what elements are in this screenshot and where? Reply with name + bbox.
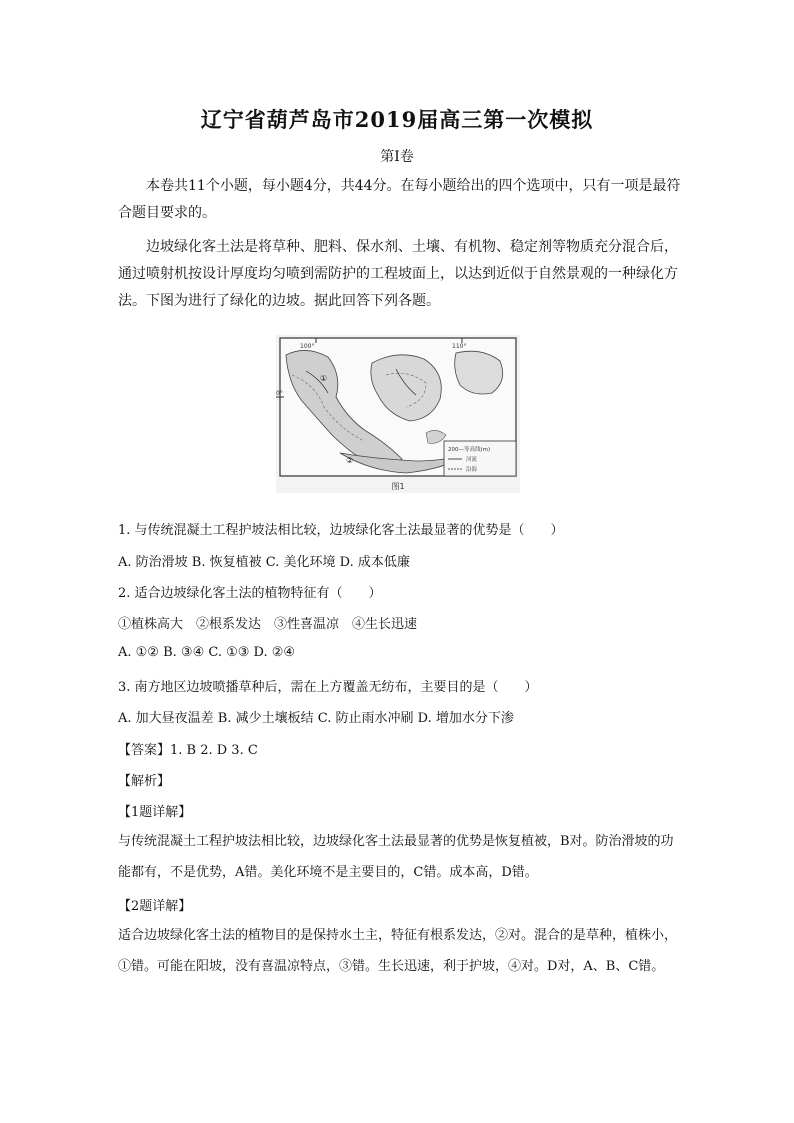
longitude-label-right: 110°	[452, 343, 467, 350]
figure-caption: 图1	[391, 482, 405, 491]
map-figure	[276, 335, 520, 493]
analysis-heading: 【解析】	[118, 774, 171, 789]
question-2-stem: 2. 适合边坡绿化客土法的植物特征有（ ）	[118, 586, 382, 601]
legend-river: 河流	[466, 457, 478, 463]
legend-contour: 200—等高线(m)	[448, 447, 491, 453]
map-mark-1: ①	[320, 374, 328, 383]
map-image	[276, 335, 520, 493]
question-2-items: ①植株高大 ②根系发达 ③性喜温凉 ④生长迅速	[118, 617, 418, 632]
material-paragraph: 边坡绿化客土法是将草种、肥料、保水剂、土壤、有机物、稳定剂等物质充分混合后，通过喷射机按设计厚度均匀喷到需防护的工程坡面上，以达到近似于自然景观的一种绿化方法。下图为进行了绿化的边坡。据此回答下列各题。	[118, 239, 678, 309]
detail-2-heading: 【2题详解】	[118, 899, 192, 914]
question-1-options: A. 防治滑坡 B. 恢复植被 C. 美化环境 D. 成本低廉	[118, 555, 410, 570]
longitude-label-left: 100°	[300, 343, 315, 350]
latitude-label: 0°	[276, 390, 283, 397]
question-1-stem: 1. 与传统混凝土工程护坡法相比较，边坡绿化客土法最显著的优势是（ ）	[118, 523, 564, 538]
legend-coast: 沿海	[466, 467, 478, 473]
detail-2-text: 适合边坡绿化客土法的植物目的是保持水土主，特征有根系发达，②对。混合的是草种，植株小，①错。可能在阳坡，没有喜温凉特点，③错。生长迅速，利于护坡，④对。D对，A、B、C错。	[118, 928, 678, 974]
answer-line: 【答案】1. B 2. D 3. C	[118, 743, 258, 758]
intro-paragraph: 本卷共11个小题，每小题4分，共44分。在每小题给出的四个选项中，只有一项是最符合题目要求的。	[118, 178, 681, 221]
question-2-options: A. ①② B. ③④ C. ①③ D. ②④	[118, 645, 296, 660]
question-3-stem: 3. 南方地区边坡喷播草种后，需在上方覆盖无纺布，主要目的是（ ）	[118, 680, 538, 695]
section-title: 第Ⅰ卷	[380, 149, 414, 165]
detail-1-text: 与传统混凝土工程护坡法相比较，边坡绿化客土法最显著的优势是恢复植被，B对。防治滑坡的功能都有，不是优势，A错。美化环境不是主要目的，C错。成本高，D错。	[118, 834, 674, 880]
page-title: 辽宁省葫芦岛市2019届高三第一次模拟	[200, 107, 594, 132]
detail-1-heading: 【1题详解】	[118, 805, 192, 820]
question-3-options: A. 加大昼夜温差 B. 减少土壤板结 C. 防止雨水冲刷 D. 增加水分下渗	[118, 711, 514, 726]
map-mark-2: ②	[346, 456, 354, 465]
